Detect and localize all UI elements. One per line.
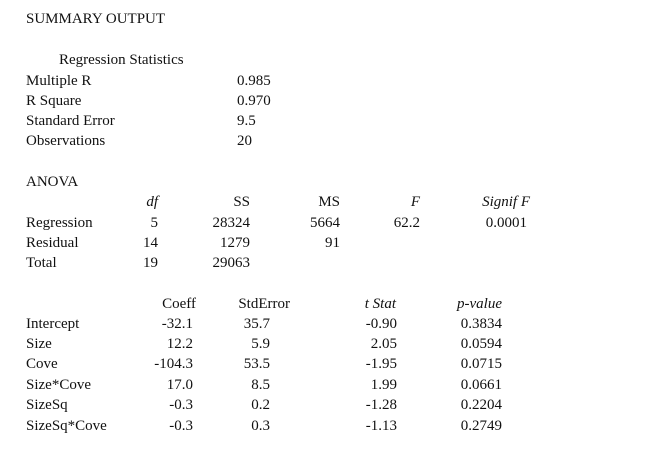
coef-intercept-pvalue: 0.3834	[460, 316, 502, 332]
coef-intercept-stderr: 35.7	[243, 316, 270, 332]
stat-label-r-square: R Square	[26, 93, 82, 109]
regression-statistics-header: Regression Statistics	[59, 52, 184, 68]
coef-sizesq-cove-pvalue: 0.2749	[460, 418, 502, 434]
anova-header-ms: MS	[318, 194, 340, 210]
anova-total-df: 19	[143, 255, 158, 271]
anova-regression-ms: 5664	[310, 215, 340, 231]
anova-regression-df: 5	[150, 215, 158, 231]
coef-label-intercept: Intercept	[26, 316, 80, 332]
stat-label-observations: Observations	[26, 133, 106, 149]
anova-residual-ss: 1279	[220, 235, 250, 251]
summary-title: SUMMARY OUTPUT	[26, 11, 166, 27]
anova-header-ss: SS	[233, 194, 250, 210]
anova-header-f: F	[410, 194, 420, 210]
anova-header-df: df	[146, 194, 158, 210]
coef-sizesq-cove-stderr: 0.3	[251, 418, 270, 434]
anova-row-label-regression: Regression	[26, 215, 93, 231]
anova-regression-f: 62.2	[393, 215, 420, 231]
coef-sizesq-coeff: -0.3	[169, 397, 193, 413]
stat-value-standard-error: 9.5	[237, 113, 256, 129]
coef-label-size: Size	[26, 336, 52, 352]
coef-size-cove-coeff: 17.0	[166, 377, 193, 393]
coef-size-stderr: 5.9	[251, 336, 270, 352]
coef-size-pvalue: 0.0594	[460, 336, 502, 352]
anova-row-label-residual: Residual	[26, 235, 79, 251]
anova-title: ANOVA	[26, 174, 79, 190]
coef-sizesq-cove-tstat: -1.13	[365, 418, 397, 434]
coef-sizesq-tstat: -1.28	[365, 397, 397, 413]
coef-cove-tstat: -1.95	[365, 356, 397, 372]
stat-value-observations: 20	[237, 133, 252, 149]
coef-label-cove: Cove	[26, 356, 58, 372]
coef-label-sizesq-cove: SizeSq*Cove	[26, 418, 107, 434]
coef-cove-stderr: 53.5	[243, 356, 270, 372]
coef-size-tstat: 2.05	[370, 336, 397, 352]
anova-regression-ss: 28324	[212, 215, 250, 231]
coef-intercept-coeff: -32.1	[161, 316, 193, 332]
coef-sizesq-stderr: 0.2	[251, 397, 270, 413]
coef-cove-pvalue: 0.0715	[460, 356, 502, 372]
stat-label-multiple-r: Multiple R	[26, 73, 92, 89]
coef-label-size-cove: Size*Cove	[26, 377, 91, 393]
coef-header-pvalue: p-value	[457, 296, 502, 312]
coef-sizesq-cove-coeff: -0.3	[169, 418, 193, 434]
coef-size-cove-pvalue: 0.0661	[460, 377, 502, 393]
coef-size-cove-tstat: 1.99	[370, 377, 397, 393]
stat-value-r-square: 0.970	[237, 93, 271, 109]
coef-sizesq-pvalue: 0.2204	[460, 397, 502, 413]
coef-cove-coeff: -104.3	[154, 356, 193, 372]
stat-label-standard-error: Standard Error	[26, 113, 115, 129]
anova-total-ss: 29063	[212, 255, 250, 271]
anova-row-label-total: Total	[26, 255, 57, 271]
coef-size-coeff: 12.2	[166, 336, 193, 352]
coef-intercept-tstat: -0.90	[365, 316, 397, 332]
anova-regression-signif-f: 0.0001	[485, 215, 527, 231]
anova-residual-ms: 91	[325, 235, 340, 251]
coef-header-tstat: t Stat	[364, 296, 396, 312]
coef-size-cove-stderr: 8.5	[251, 377, 270, 393]
coef-label-sizesq: SizeSq	[26, 397, 68, 413]
anova-header-signif-f: Signif F	[482, 194, 530, 210]
anova-residual-df: 14	[143, 235, 158, 251]
stat-value-multiple-r: 0.985	[237, 73, 271, 89]
coef-header-coeff: Coeff	[162, 296, 196, 312]
coef-header-stderr: StdError	[238, 296, 290, 312]
